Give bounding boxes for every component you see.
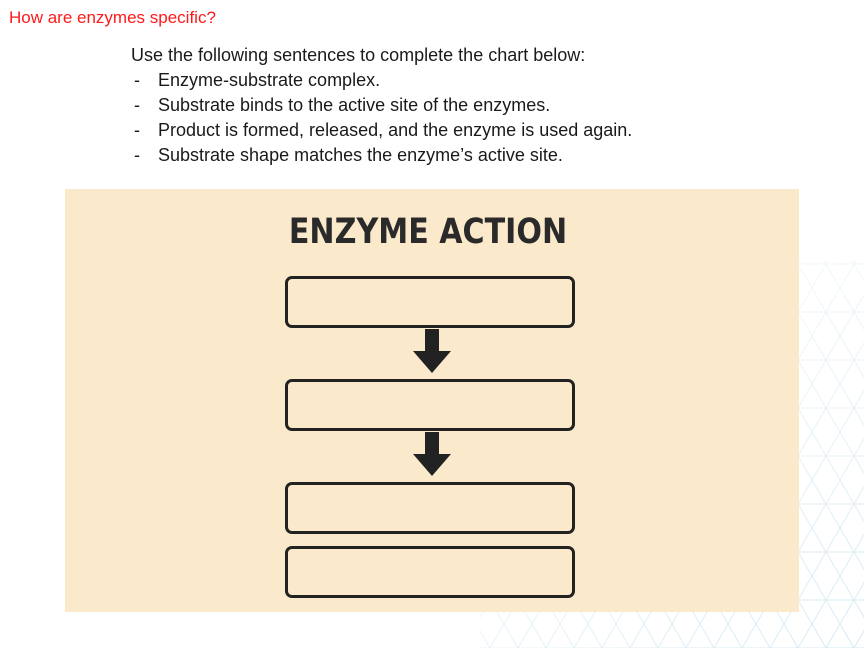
down-arrow-icon	[410, 329, 454, 373]
slide-title: How are enzymes specific?	[9, 8, 216, 27]
sentence-item	[131, 118, 632, 143]
bullet-dash: -	[134, 145, 140, 165]
sentence-text: Product is formed, released, and the enzyme is used again.	[158, 120, 633, 140]
sentence-text: Substrate shape matches the enzyme’s active site.	[158, 145, 563, 165]
sentence-item	[131, 68, 632, 93]
sentence-list	[131, 68, 632, 168]
sentence-text: Enzyme-substrate complex.	[158, 70, 381, 90]
sentence-item	[131, 143, 632, 168]
bullet-dash: -	[134, 70, 140, 90]
chart-title: ENZYME ACTION	[288, 212, 568, 252]
instructions-block	[131, 43, 632, 168]
down-arrow-icon	[410, 432, 454, 476]
bullet-dash: -	[134, 95, 140, 115]
flow-box-3[interactable]	[285, 482, 575, 534]
flow-box-1[interactable]	[285, 276, 575, 328]
flow-box-2[interactable]	[285, 379, 575, 431]
bullet-dash: -	[134, 120, 140, 140]
sentence-item	[131, 93, 632, 118]
sentence-text: Substrate binds to the active site of the enzymes.	[158, 95, 551, 115]
flow-box-4[interactable]	[285, 546, 575, 598]
instructions-intro: Use the following sentences to complete the chart below:	[131, 45, 586, 65]
